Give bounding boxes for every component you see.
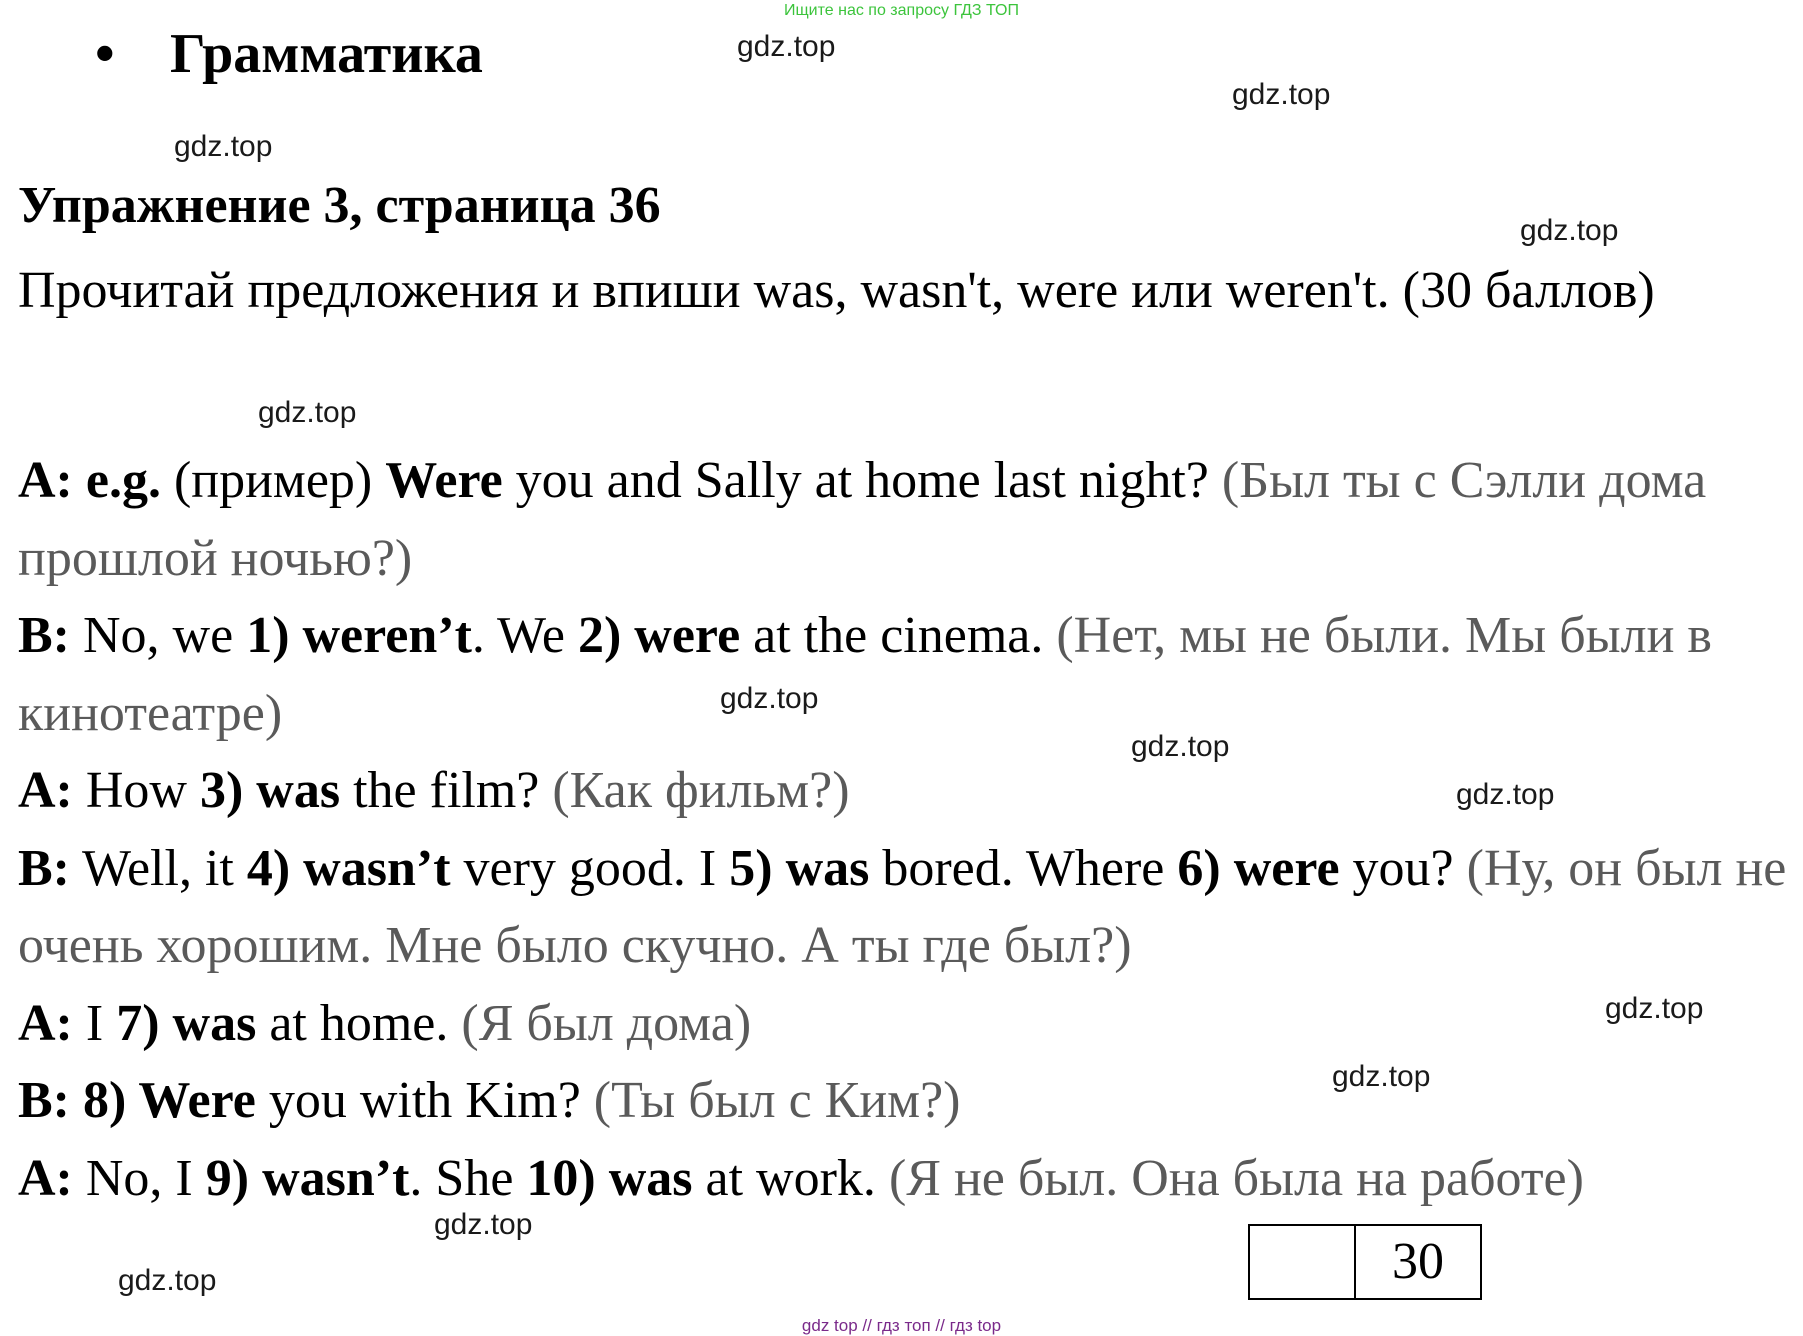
watermark: gdz.top	[434, 1208, 533, 1241]
dialog-line	[18, 597, 1803, 752]
dialog-text: at the cinema.	[740, 607, 1057, 664]
dialog-text: at work.	[692, 1149, 889, 1207]
exercise-instruction: Прочитай предложения и впиши was, wasn't, were или weren't. (30 баллов)	[18, 262, 1655, 319]
translation-text: (Я был дома)	[461, 994, 752, 1052]
answer-text: Were	[385, 452, 503, 509]
top-search-banner: Ищите нас по запросу ГДЗ ТОП	[784, 2, 1019, 19]
translation-text: (Как фильм?)	[552, 762, 850, 819]
answer-text: A:	[18, 762, 73, 819]
bullet-icon: •	[95, 23, 115, 85]
answer-text: A:	[18, 1149, 73, 1207]
dialog-text: the film?	[340, 762, 553, 819]
dialog-text: . We	[471, 607, 578, 664]
dialog-text: I	[72, 994, 117, 1052]
translation-text: (Ну, он был не очень хорошим. Мне было скучно. А ты где был?)	[18, 839, 1787, 974]
section-heading-text: Грамматика	[170, 23, 483, 85]
score-cell-earned	[1250, 1226, 1356, 1298]
watermark: gdz.top	[1332, 1060, 1431, 1093]
dialog-text: . She	[409, 1149, 527, 1207]
dialog-text: No, we	[70, 607, 247, 664]
score-box	[1248, 1224, 1482, 1300]
dialog-line	[18, 1140, 1803, 1218]
watermark: gdz.top	[720, 682, 819, 715]
dialog-text: you with Kim?	[255, 1072, 594, 1129]
answer-text: A: e.g.	[18, 452, 161, 509]
dialog-line	[18, 1062, 1803, 1140]
dialog-text: (пример)	[160, 452, 386, 509]
bottom-site-banner: gdz top // гдз топ // гдз top	[801, 1316, 1002, 1335]
watermark: gdz.top	[258, 396, 357, 429]
section-heading	[95, 22, 483, 86]
answer-text: 7) was	[116, 994, 257, 1052]
dialog-text: at home.	[256, 994, 462, 1052]
answer-text: B: 8) Were	[18, 1072, 256, 1129]
answer-text: 10) was	[526, 1149, 693, 1207]
translation-text: (Был ты с Сэлли дома прошлой ночью?)	[18, 452, 1707, 587]
translation-text: (Я не был. Она была на работе)	[888, 1149, 1584, 1207]
dialog-text: No, I	[72, 1149, 206, 1207]
dialog-text: bored. Where	[869, 839, 1178, 897]
answer-text: 6) were	[1177, 839, 1340, 897]
answer-text: B:	[18, 607, 70, 664]
watermark: gdz.top	[1232, 78, 1331, 111]
dialog-text: very good. I	[450, 839, 730, 897]
dialog-text: you?	[1339, 839, 1467, 897]
answer-text: 3) was	[199, 762, 341, 819]
dialog-line	[18, 985, 1803, 1063]
answer-text: 1) weren’t	[246, 607, 472, 664]
score-cell-max: 30	[1392, 1233, 1444, 1290]
exercise-title: Упражнение 3, страница 36	[18, 177, 661, 234]
watermark: gdz.top	[174, 130, 273, 163]
watermark: gdz.top	[1456, 778, 1555, 811]
dialog-text: you and Sally at home last night?	[502, 452, 1222, 509]
watermark: gdz.top	[1131, 730, 1230, 763]
watermark: gdz.top	[1520, 214, 1619, 247]
dialog-text: Well, it	[70, 839, 247, 897]
watermark: gdz.top	[118, 1264, 217, 1297]
answer-text: 9) wasn’t	[205, 1149, 410, 1207]
dialog-line	[18, 830, 1803, 985]
watermark: gdz.top	[737, 30, 836, 63]
dialog-line	[18, 442, 1803, 597]
watermark: gdz.top	[1605, 992, 1704, 1025]
answer-text: 2) were	[577, 607, 741, 664]
dialog-block	[18, 442, 1803, 1217]
translation-text: (Ты был с Ким?)	[593, 1072, 961, 1129]
dialog-text: How	[72, 762, 200, 819]
answer-text: 4) wasn’t	[246, 839, 451, 897]
answer-text: A:	[18, 994, 73, 1052]
answer-text: 5) was	[729, 839, 870, 897]
answer-text: B:	[18, 839, 70, 897]
translation-text: (Нет, мы не были. Мы были в кинотеатре)	[18, 607, 1712, 742]
